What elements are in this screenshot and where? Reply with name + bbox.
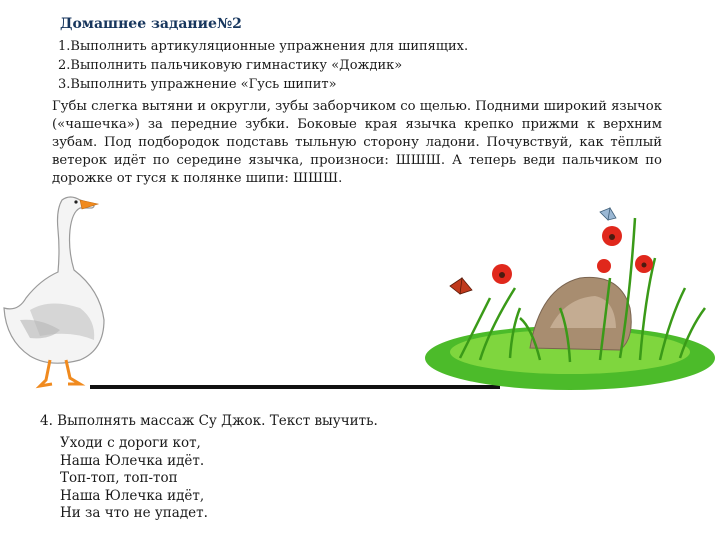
poem xyxy=(60,435,208,523)
poem-line: Уходи с дороги кот, xyxy=(60,435,201,451)
task-item-3: 3.Выполнить упражнение «Гусь шипит» xyxy=(58,77,337,92)
poem-line: Наша Юлечка идёт, xyxy=(60,487,205,504)
homework-title: Домашнее задание№2 xyxy=(60,16,242,32)
poem-line: Топ-топ, топ-топ xyxy=(60,470,178,486)
task-item-2: 2.Выполнить пальчиковую гимнастику «Дождик» xyxy=(58,58,403,73)
poem-line: Наша Юлечка идёт. xyxy=(60,452,205,469)
task-item-1: 1.Выполнить артикуляционные упражнения для шипящих. xyxy=(58,39,469,54)
meadow-illustration xyxy=(420,178,720,400)
goose-illustration xyxy=(0,190,110,390)
task-list xyxy=(58,37,468,94)
poem-line: Ни за что не упадет. xyxy=(60,505,208,521)
exercise-instruction: Губы слегка вытяни и округли, зубы заборчиком со щелью. Подними широкий язычок («чашечка») за передние зубки. Боковые края язычка крепко прижми к верхним зубам. Под подбородок подставь тыльную сторону ладони. Почувствуй, как тёплый ветерок идёт по середине язычка, произноси: ШШШ. А теперь веди пальчиком по дорожке от гуся к полянке шипи: ШШШ. xyxy=(52,99,662,186)
task-item-4: 4. Выполнять массаж Су Джок. Текст выучить. xyxy=(40,413,378,429)
